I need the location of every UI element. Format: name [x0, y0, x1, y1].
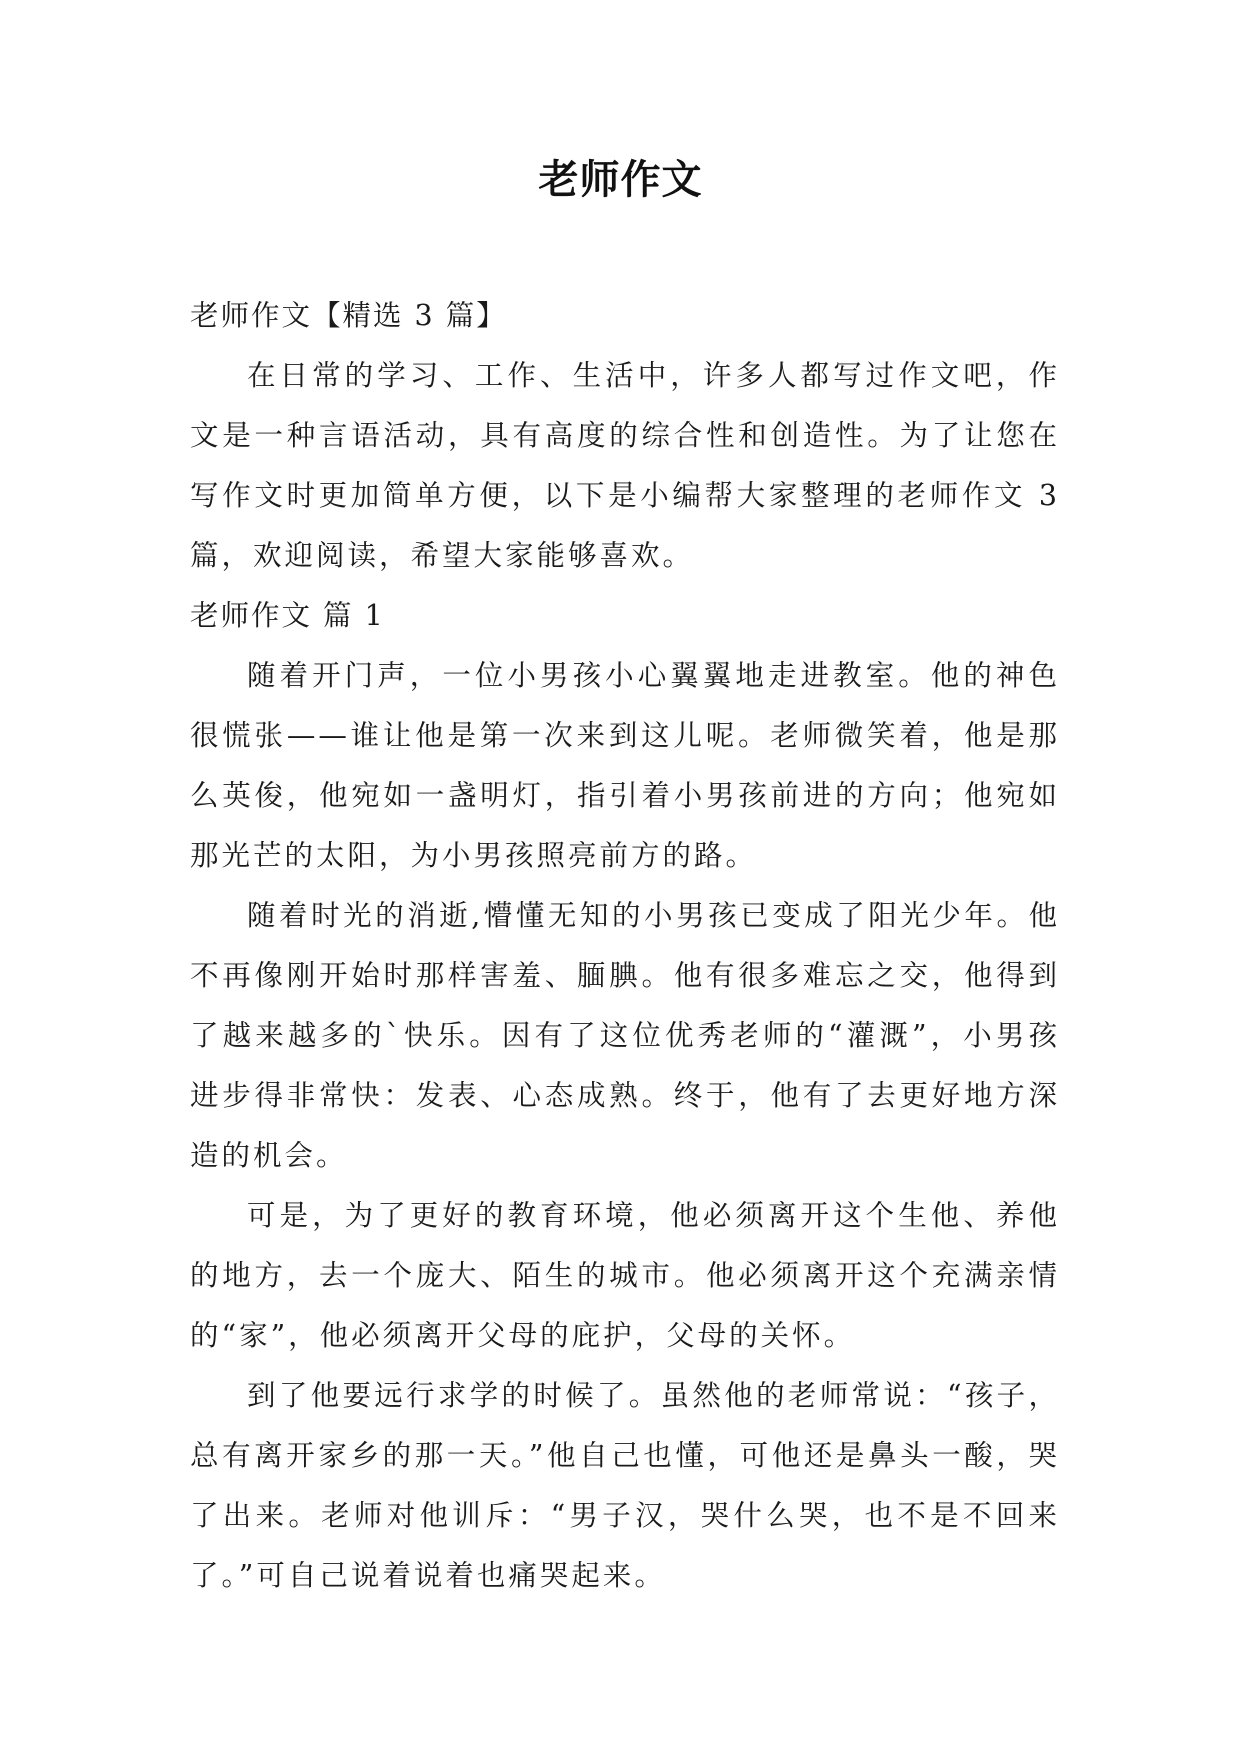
document-body: [190, 286, 1060, 1606]
body-paragraph: 可是，为了更好的教育环境，他必须离开这个生他、养他的地方，去一个庞大、陌生的城市。他必须离开这个充满亲情的“家”，他必须离开父母的庇护，父母的关怀。: [190, 1199, 1060, 1352]
body-paragraph: 随着时光的消逝,懵懂无知的小男孩已变成了阳光少年。他不再像刚开始时那样害羞、腼腆。他有很多难忘之交，他得到了越来越多的`快乐。因有了这位优秀老师的“灌溉”，小男孩进步得非常快：发表、心态成熟。终于，他有了去更好地方深造的机会。: [190, 899, 1060, 1172]
document-title: 老师作文: [538, 157, 703, 203]
body-paragraph: 随着开门声，一位小男孩小心翼翼地走进教室。他的神色很慌张——谁让他是第一次来到这儿呢。老师微笑着，他是那么英俊，他宛如一盏明灯，指引着小男孩前进的方向；他宛如那光芒的太阳，为小男孩照亮前方的路。: [190, 659, 1060, 872]
document-subtitle: 老师作文【精选 3 篇】: [190, 299, 507, 332]
body-paragraph: 到了他要远行求学的时候了。虽然他的老师常说：“孩子，总有离开家乡的那一天。”他自己也懂，可他还是鼻头一酸，哭了出来。老师对他训斥：“男子汉，哭什么哭，也不是不回来了。”可自己说着说着也痛哭起来。: [190, 1379, 1060, 1592]
section-heading: 老师作文 篇 1: [190, 599, 385, 632]
intro-paragraph: 在日常的学习、工作、生活中，许多人都写过作文吧，作文是一种言语活动，具有高度的综合性和创造性。为了让您在写作文时更加简单方便，以下是小编帮大家整理的老师作文 3 篇，欢迎阅读，希望大家能够喜欢。: [190, 359, 1060, 572]
